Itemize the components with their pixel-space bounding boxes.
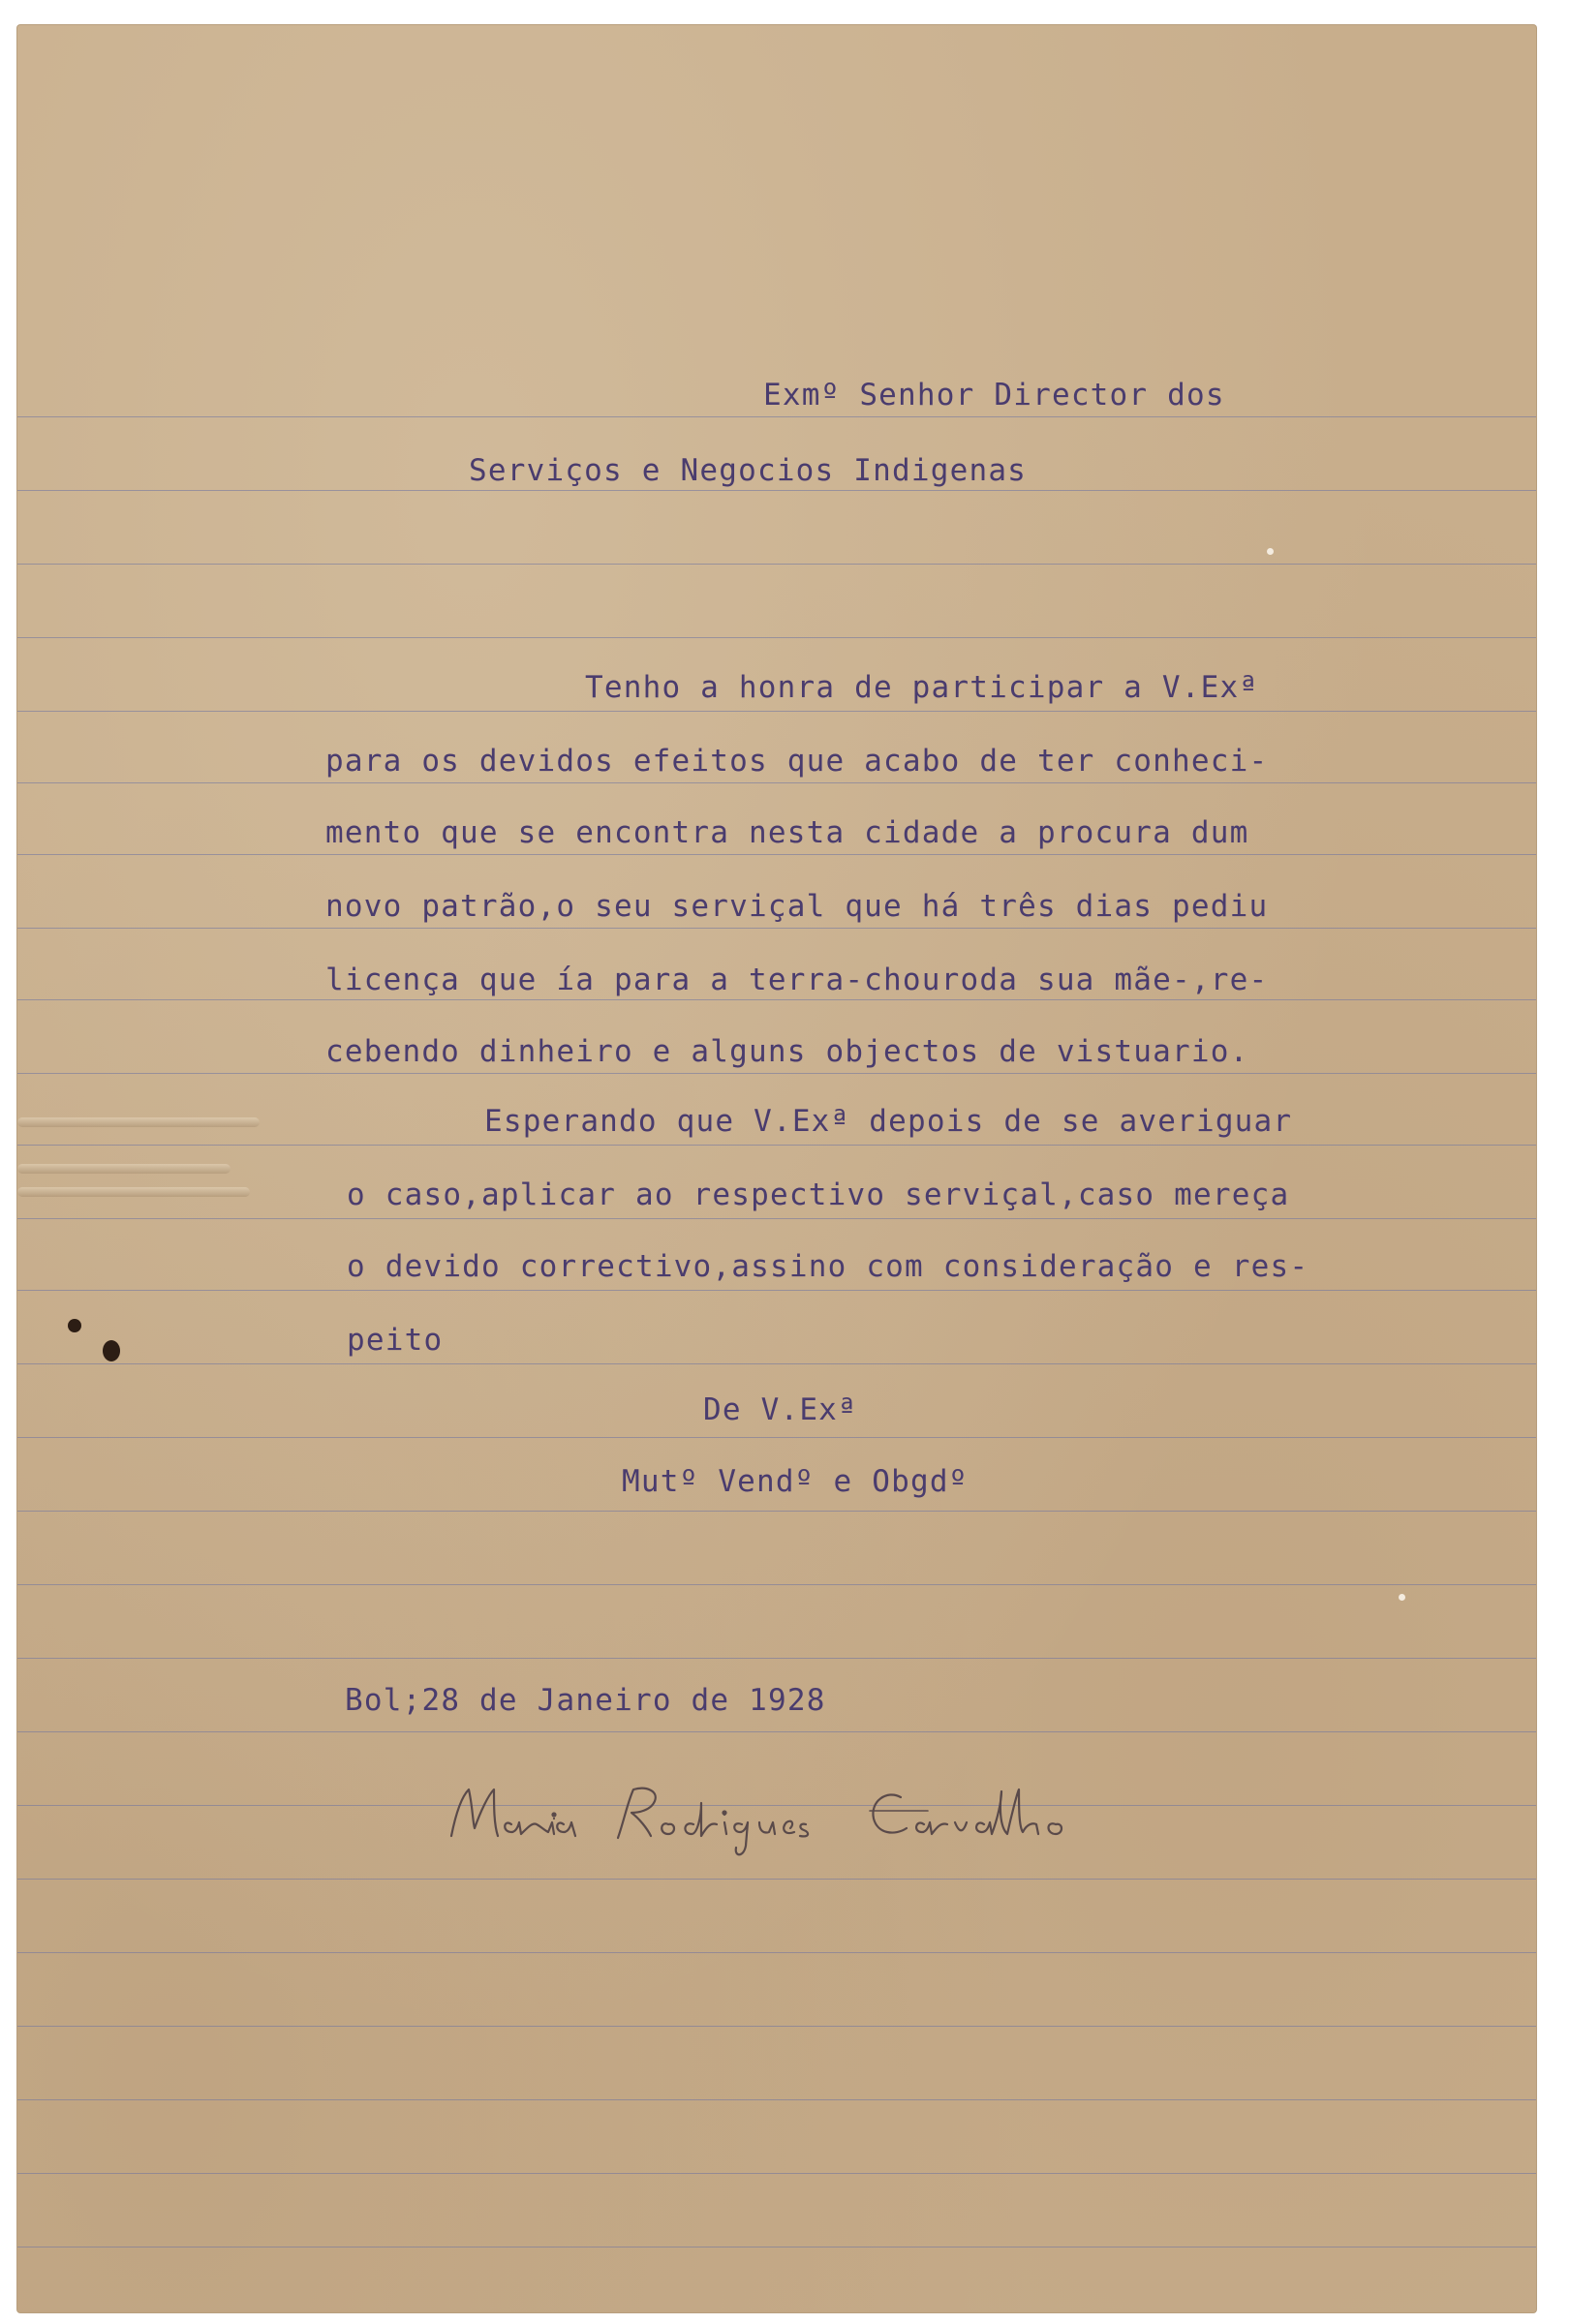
handwritten-signature [444,1768,1122,1875]
paragraph-1-line: cebendo dinheiro e alguns objectos de vistuario. [325,1034,1249,1069]
paper-fold-mark [17,1187,250,1197]
paper-sheet [17,25,1536,2312]
paragraph-2-line: o devido correctivo,assino com consideração e res- [347,1249,1309,1284]
ink-stain [1399,1594,1405,1601]
salutation-line-1: Exmº Senhor Director dos [763,378,1225,413]
paper-fold-mark [17,1117,260,1127]
paper-fold-mark [17,1164,231,1174]
paragraph-1-line: licença que ía para a terra-chouroda sua mãe-,re- [325,963,1269,997]
ink-stain [68,1319,81,1332]
paragraph-2-line: peito [347,1323,444,1358]
paragraph-1-line: mento que se encontra nesta cidade a procura dum [325,815,1249,850]
closing-line-2: Mutº Vendº e Obgdº [622,1464,969,1499]
paragraph-2-line: o caso,aplicar ao respectivo serviçal,caso mereça [347,1177,1290,1212]
place-date: Bol;28 de Janeiro de 1928 [345,1683,826,1718]
paragraph-1-line: para os devidos efeitos que acabo de ter conheci- [325,744,1269,779]
ink-stain [1267,548,1274,555]
closing-line-1: De V.Exª [703,1392,857,1427]
ink-stain [103,1340,120,1361]
paragraph-2-line: Esperando que V.Exª depois de se averiguar [484,1104,1293,1139]
paragraph-1-line: novo patrão,o seu serviçal que há três dias pediu [325,889,1269,924]
salutation-line-2: Serviços e Negocios Indigenas [469,453,1028,488]
paragraph-1-line: Tenho a honra de participar a V.Exª [585,670,1259,705]
